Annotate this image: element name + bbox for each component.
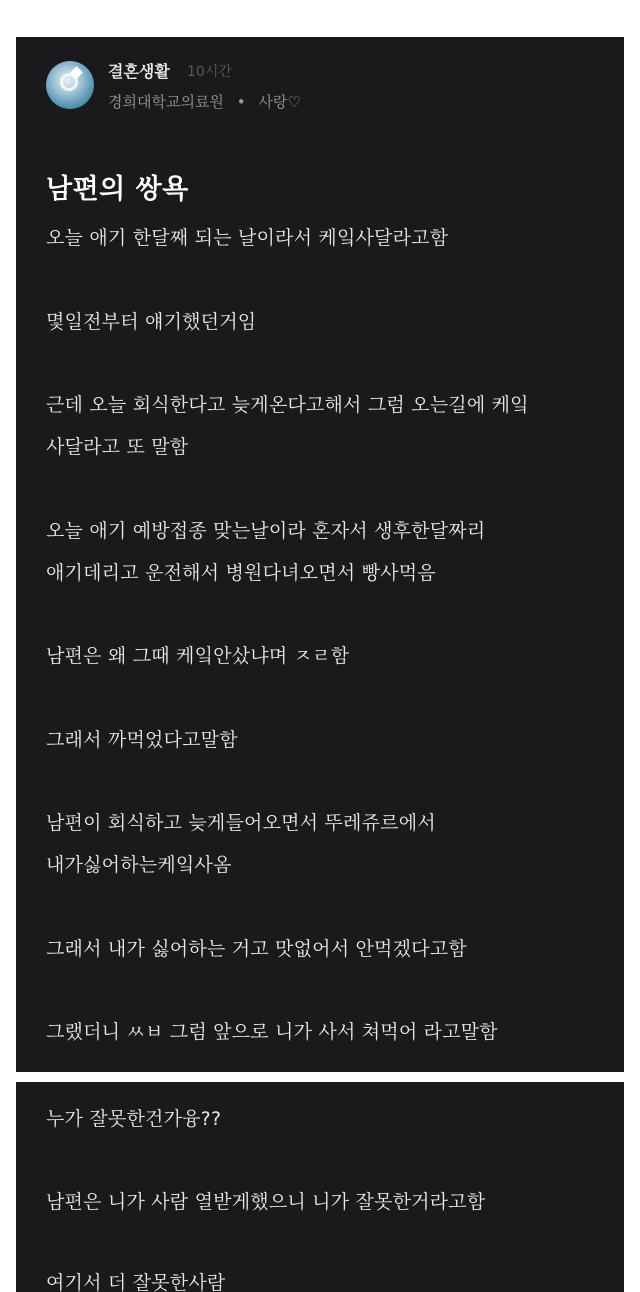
body-line: 남편은 니가 사람 열받게했으니 니가 잘못한거라고함 bbox=[46, 1191, 486, 1213]
post-continuation-card bbox=[16, 1082, 624, 1292]
body-line: 몇일전부터 얘기했던거임 bbox=[46, 311, 257, 333]
post-title: 남편의 쌍욕 bbox=[46, 174, 189, 205]
body-line: 남편은 왜 그때 케잌안샀냐며 ㅈㄹ함 bbox=[46, 645, 350, 667]
author-affiliation: 경희대학교의료원 bbox=[108, 93, 224, 111]
post-header bbox=[46, 59, 606, 119]
meta-separator: • bbox=[236, 93, 246, 111]
avatar[interactable] bbox=[46, 61, 94, 109]
body-line: 내가싫어하는케잌사옴 bbox=[46, 854, 232, 876]
body-line: 누가 잘못한건가융?? bbox=[46, 1108, 222, 1130]
post-card bbox=[16, 37, 624, 1072]
body-line: 애기데리고 운전해서 병원다녀오면서 빵사먹음 bbox=[46, 562, 436, 584]
body-line: 그래서 까먹었다고말함 bbox=[46, 729, 238, 751]
author-name[interactable]: 결혼생활 bbox=[108, 62, 170, 81]
body-line: 사달라고 또 말함 bbox=[46, 436, 189, 458]
post-meta bbox=[108, 91, 301, 112]
body-line: 여기서 더 잘못한사람 bbox=[46, 1272, 226, 1292]
body-line: 그래서 내가 싫어하는 거고 맛없어서 안먹겠다고함 bbox=[46, 938, 467, 960]
post-time: 10시간 bbox=[187, 64, 232, 80]
body-line: 그랬더니 ㅆㅂ 그럼 앞으로 니가 사서 쳐먹어 라고말함 bbox=[46, 1021, 498, 1043]
body-line: 남편이 회식하고 늦게들어오면서 뚜레쥬르에서 bbox=[46, 812, 436, 834]
body-line: 오늘 애기 한달째 되는 날이라서 케잌사달라고함 bbox=[46, 227, 449, 249]
post-category[interactable]: 사랑♡ bbox=[258, 93, 301, 111]
body-line: 오늘 애기 예방접종 맞는날이라 혼자서 생후한달짜리 bbox=[46, 520, 486, 542]
body-line: 근데 오늘 회식한다고 늦게온다고해서 그럼 오는길에 케잌 bbox=[46, 394, 529, 416]
